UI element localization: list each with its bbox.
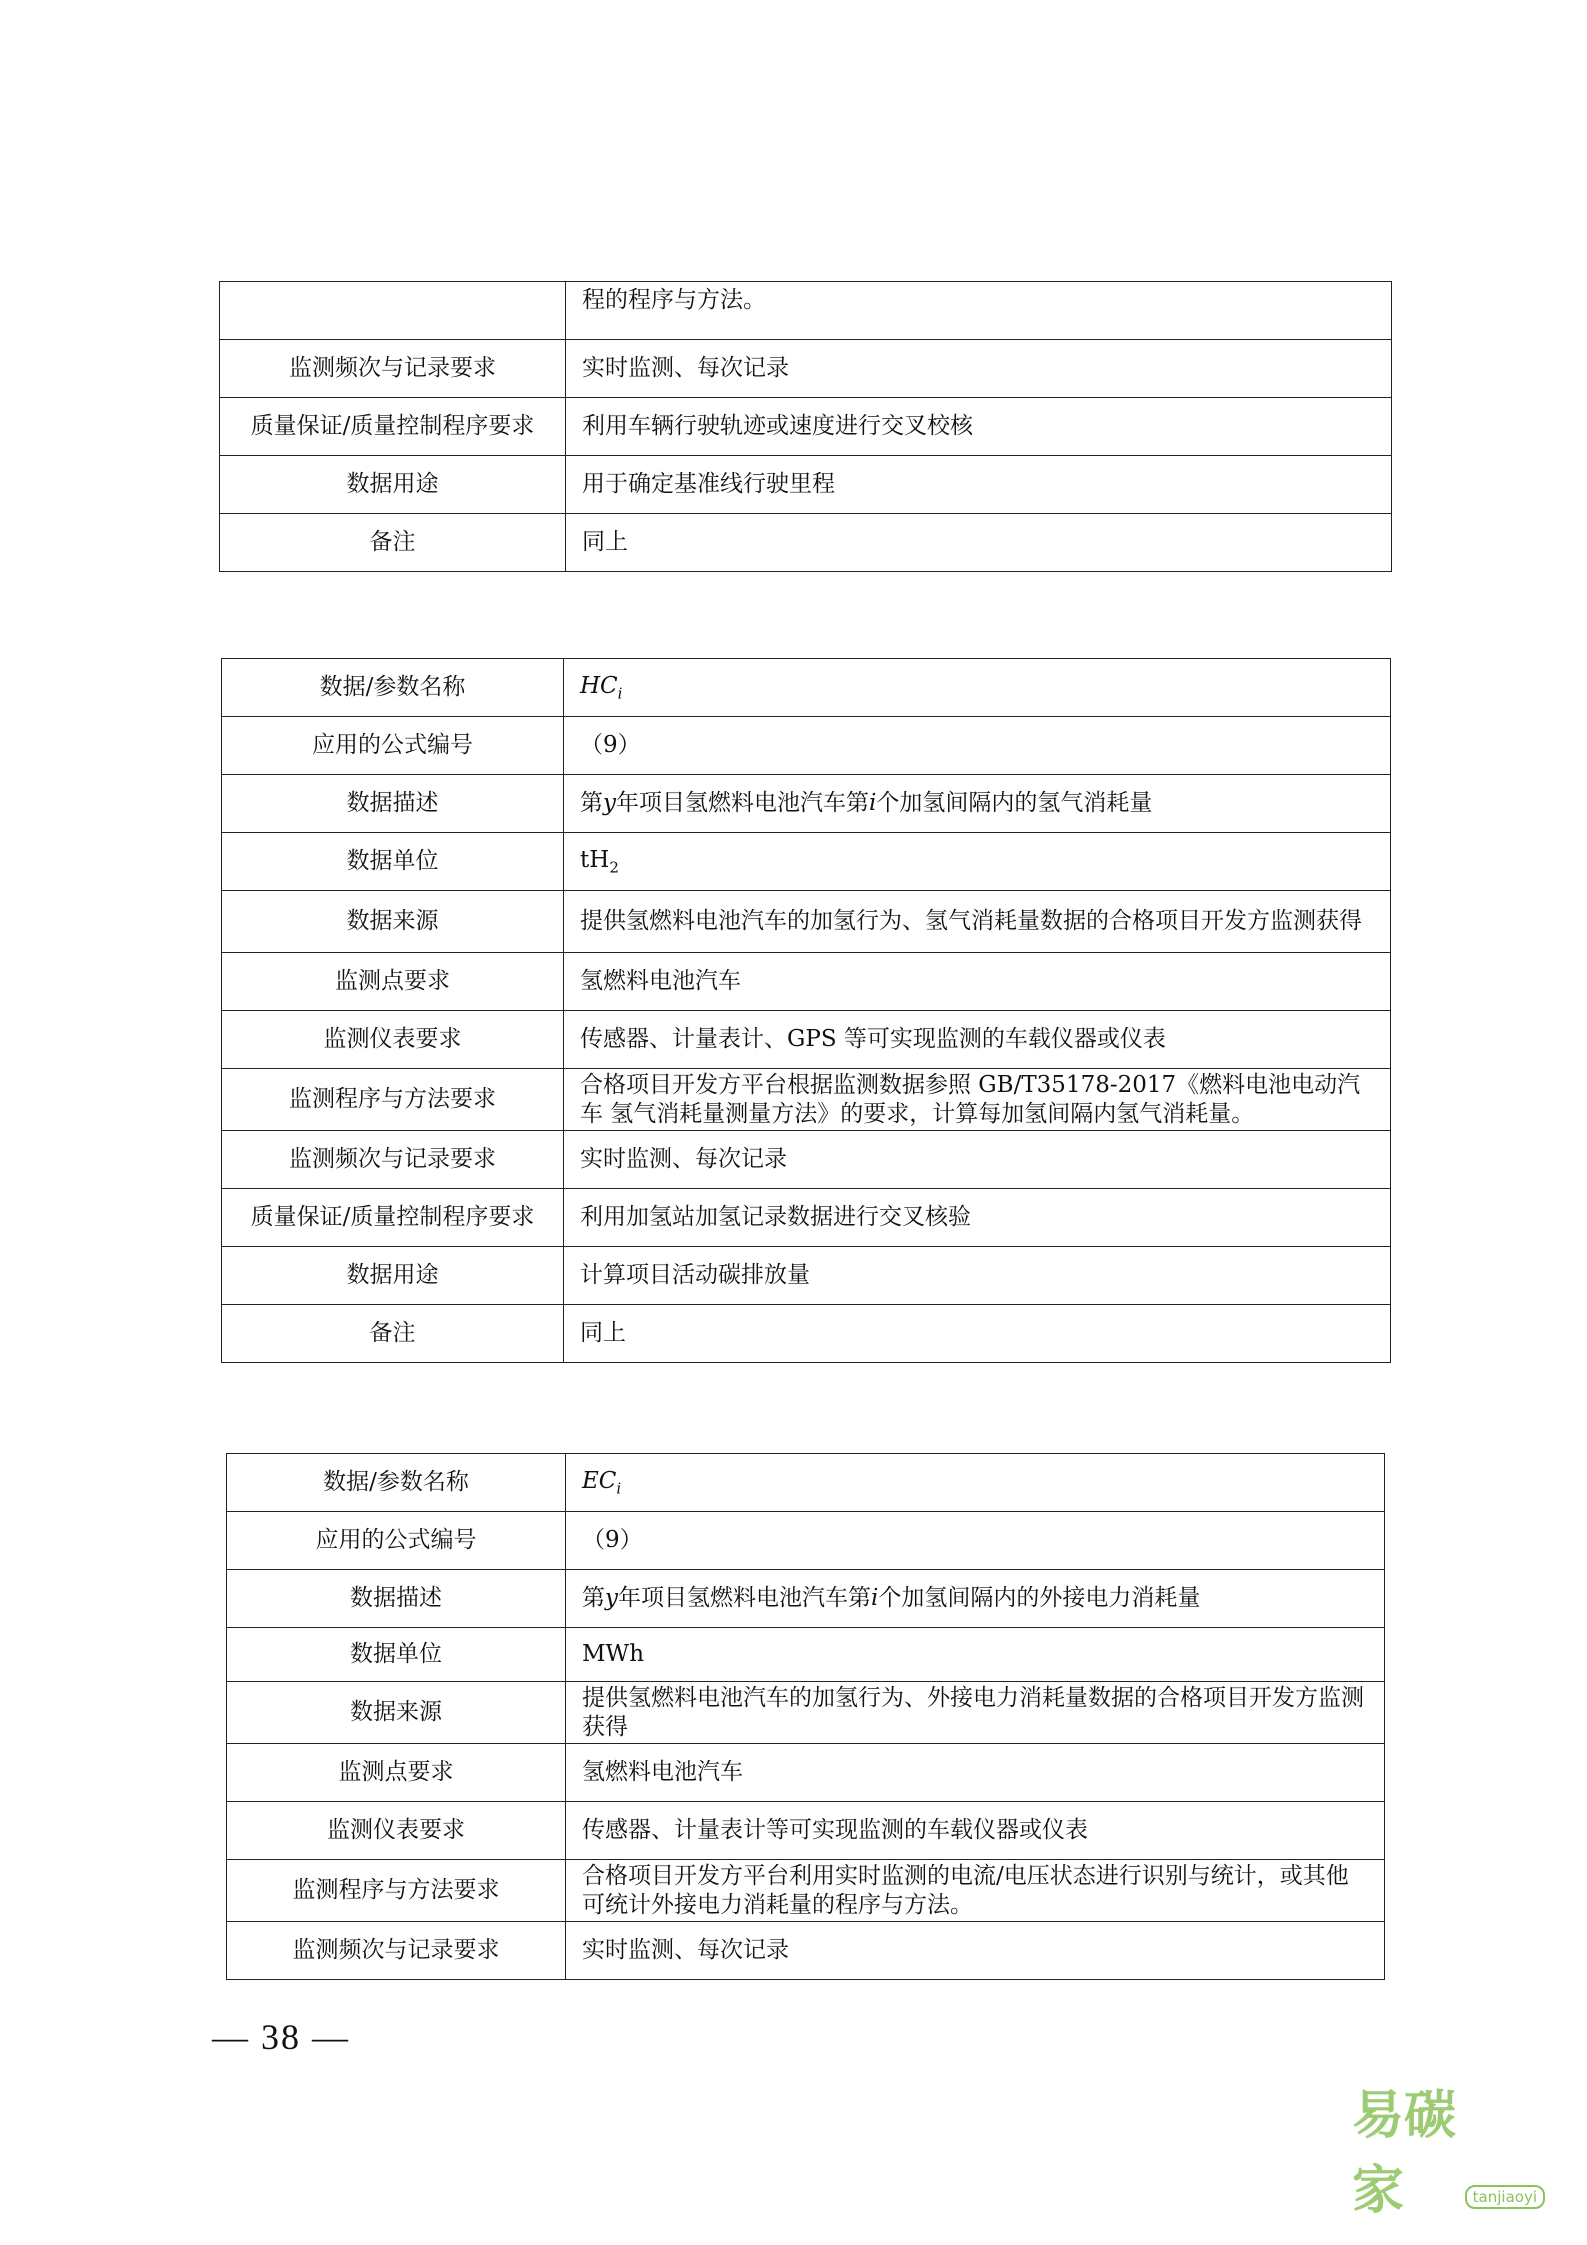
table-ec	[226, 1453, 1385, 1980]
row-label: 数据/参数名称	[227, 1454, 566, 1512]
row-label: 质量保证/质量控制程序要求	[222, 1189, 564, 1247]
row-value: 用于确定基准线行驶里程	[566, 456, 1392, 514]
table-row	[220, 456, 1392, 514]
table-row	[222, 1189, 1391, 1247]
row-label: 监测频次与记录要求	[222, 1131, 564, 1189]
table-row	[222, 1011, 1391, 1069]
row-value: 传感器、计量表计等可实现监测的车载仪器或仪表	[566, 1802, 1385, 1860]
table-row	[222, 659, 1391, 717]
table-row	[222, 1247, 1391, 1305]
table-row	[222, 953, 1391, 1011]
row-label: 数据用途	[220, 456, 566, 514]
row-label: 监测仪表要求	[222, 1011, 564, 1069]
row-label: 质量保证/质量控制程序要求	[220, 398, 566, 456]
watermark-subtext: tanjiaoyi	[1465, 2185, 1545, 2209]
table-row	[222, 775, 1391, 833]
table-row	[227, 1922, 1385, 1980]
row-value: 提供氢燃料电池汽车的加氢行为、外接电力消耗量数据的合格项目开发方监测获得	[566, 1682, 1385, 1744]
table-row	[220, 398, 1392, 456]
row-label: 监测点要求	[222, 953, 564, 1011]
table-row	[222, 1305, 1391, 1363]
row-value: 程的程序与方法。	[566, 282, 1392, 340]
row-label: 数据/参数名称	[222, 659, 564, 717]
row-value: MWh	[566, 1628, 1385, 1682]
row-label: 监测仪表要求	[227, 1802, 566, 1860]
row-value: 第y年项目氢燃料电池汽车第i个加氢间隔内的氢气消耗量	[564, 775, 1391, 833]
row-value: 提供氢燃料电池汽车的加氢行为、氢气消耗量数据的合格项目开发方监测获得	[564, 891, 1391, 953]
row-label: 数据描述	[227, 1570, 566, 1628]
row-label: 数据来源	[227, 1682, 566, 1744]
table-row	[222, 833, 1391, 891]
row-value: （9）	[566, 1512, 1385, 1570]
table-continuation	[219, 281, 1392, 572]
table-row	[222, 717, 1391, 775]
table-row	[220, 514, 1392, 572]
row-label: 监测点要求	[227, 1744, 566, 1802]
row-value: 合格项目开发方平台根据监测数据参照 GB/T35178-2017《燃料电池电动汽车 氢气消耗量测量方法》的要求，计算每加氢间隔内氢气消耗量。	[564, 1069, 1391, 1131]
param-symbol: $HC_i$	[564, 659, 1391, 717]
row-value: 利用加氢站加氢记录数据进行交叉核验	[564, 1189, 1391, 1247]
row-label: 监测频次与记录要求	[220, 340, 566, 398]
table-row	[227, 1744, 1385, 1802]
row-label: 监测频次与记录要求	[227, 1922, 566, 1980]
row-label: 应用的公式编号	[227, 1512, 566, 1570]
row-label: 数据单位	[222, 833, 564, 891]
table-row	[227, 1860, 1385, 1922]
row-value: 同上	[566, 514, 1392, 572]
row-label: 数据描述	[222, 775, 564, 833]
row-label: 数据单位	[227, 1628, 566, 1682]
table-row	[227, 1454, 1385, 1512]
table-row	[222, 891, 1391, 953]
row-label: 监测程序与方法要求	[222, 1069, 564, 1131]
row-value: 同上	[564, 1305, 1391, 1363]
row-value: $tH_2$	[564, 833, 1391, 891]
row-value: （9）	[564, 717, 1391, 775]
row-value: 实时监测、每次记录	[566, 340, 1392, 398]
table-row	[227, 1682, 1385, 1744]
param-symbol: $EC_i$	[566, 1454, 1385, 1512]
row-value: 实时监测、每次记录	[564, 1131, 1391, 1189]
row-label: 数据来源	[222, 891, 564, 953]
row-value: 氢燃料电池汽车	[564, 953, 1391, 1011]
row-label: 监测程序与方法要求	[227, 1860, 566, 1922]
table-row	[227, 1512, 1385, 1570]
page-number: — 38 —	[212, 2017, 350, 2057]
table-row	[220, 340, 1392, 398]
row-label	[220, 282, 566, 340]
watermark-text: 易碳家	[1352, 2086, 1457, 2221]
row-label: 数据用途	[222, 1247, 564, 1305]
table-row	[222, 1069, 1391, 1131]
row-value: 第y年项目氢燃料电池汽车第i个加氢间隔内的外接电力消耗量	[566, 1570, 1385, 1628]
row-label: 备注	[222, 1305, 564, 1363]
row-value: 氢燃料电池汽车	[566, 1744, 1385, 1802]
row-label: 备注	[220, 514, 566, 572]
table-row	[220, 282, 1392, 340]
table-row	[227, 1802, 1385, 1860]
watermark-logo	[1352, 2086, 1567, 2231]
table-hc	[221, 658, 1391, 1363]
row-value: 传感器、计量表计、GPS 等可实现监测的车载仪器或仪表	[564, 1011, 1391, 1069]
table-row	[227, 1628, 1385, 1682]
table-row	[227, 1570, 1385, 1628]
row-label: 应用的公式编号	[222, 717, 564, 775]
row-value: 合格项目开发方平台利用实时监测的电流/电压状态进行识别与统计，或其他可统计外接电力消耗量的程序与方法。	[566, 1860, 1385, 1922]
row-value: 计算项目活动碳排放量	[564, 1247, 1391, 1305]
row-value: 实时监测、每次记录	[566, 1922, 1385, 1980]
table-row	[222, 1131, 1391, 1189]
row-value: 利用车辆行驶轨迹或速度进行交叉校核	[566, 398, 1392, 456]
